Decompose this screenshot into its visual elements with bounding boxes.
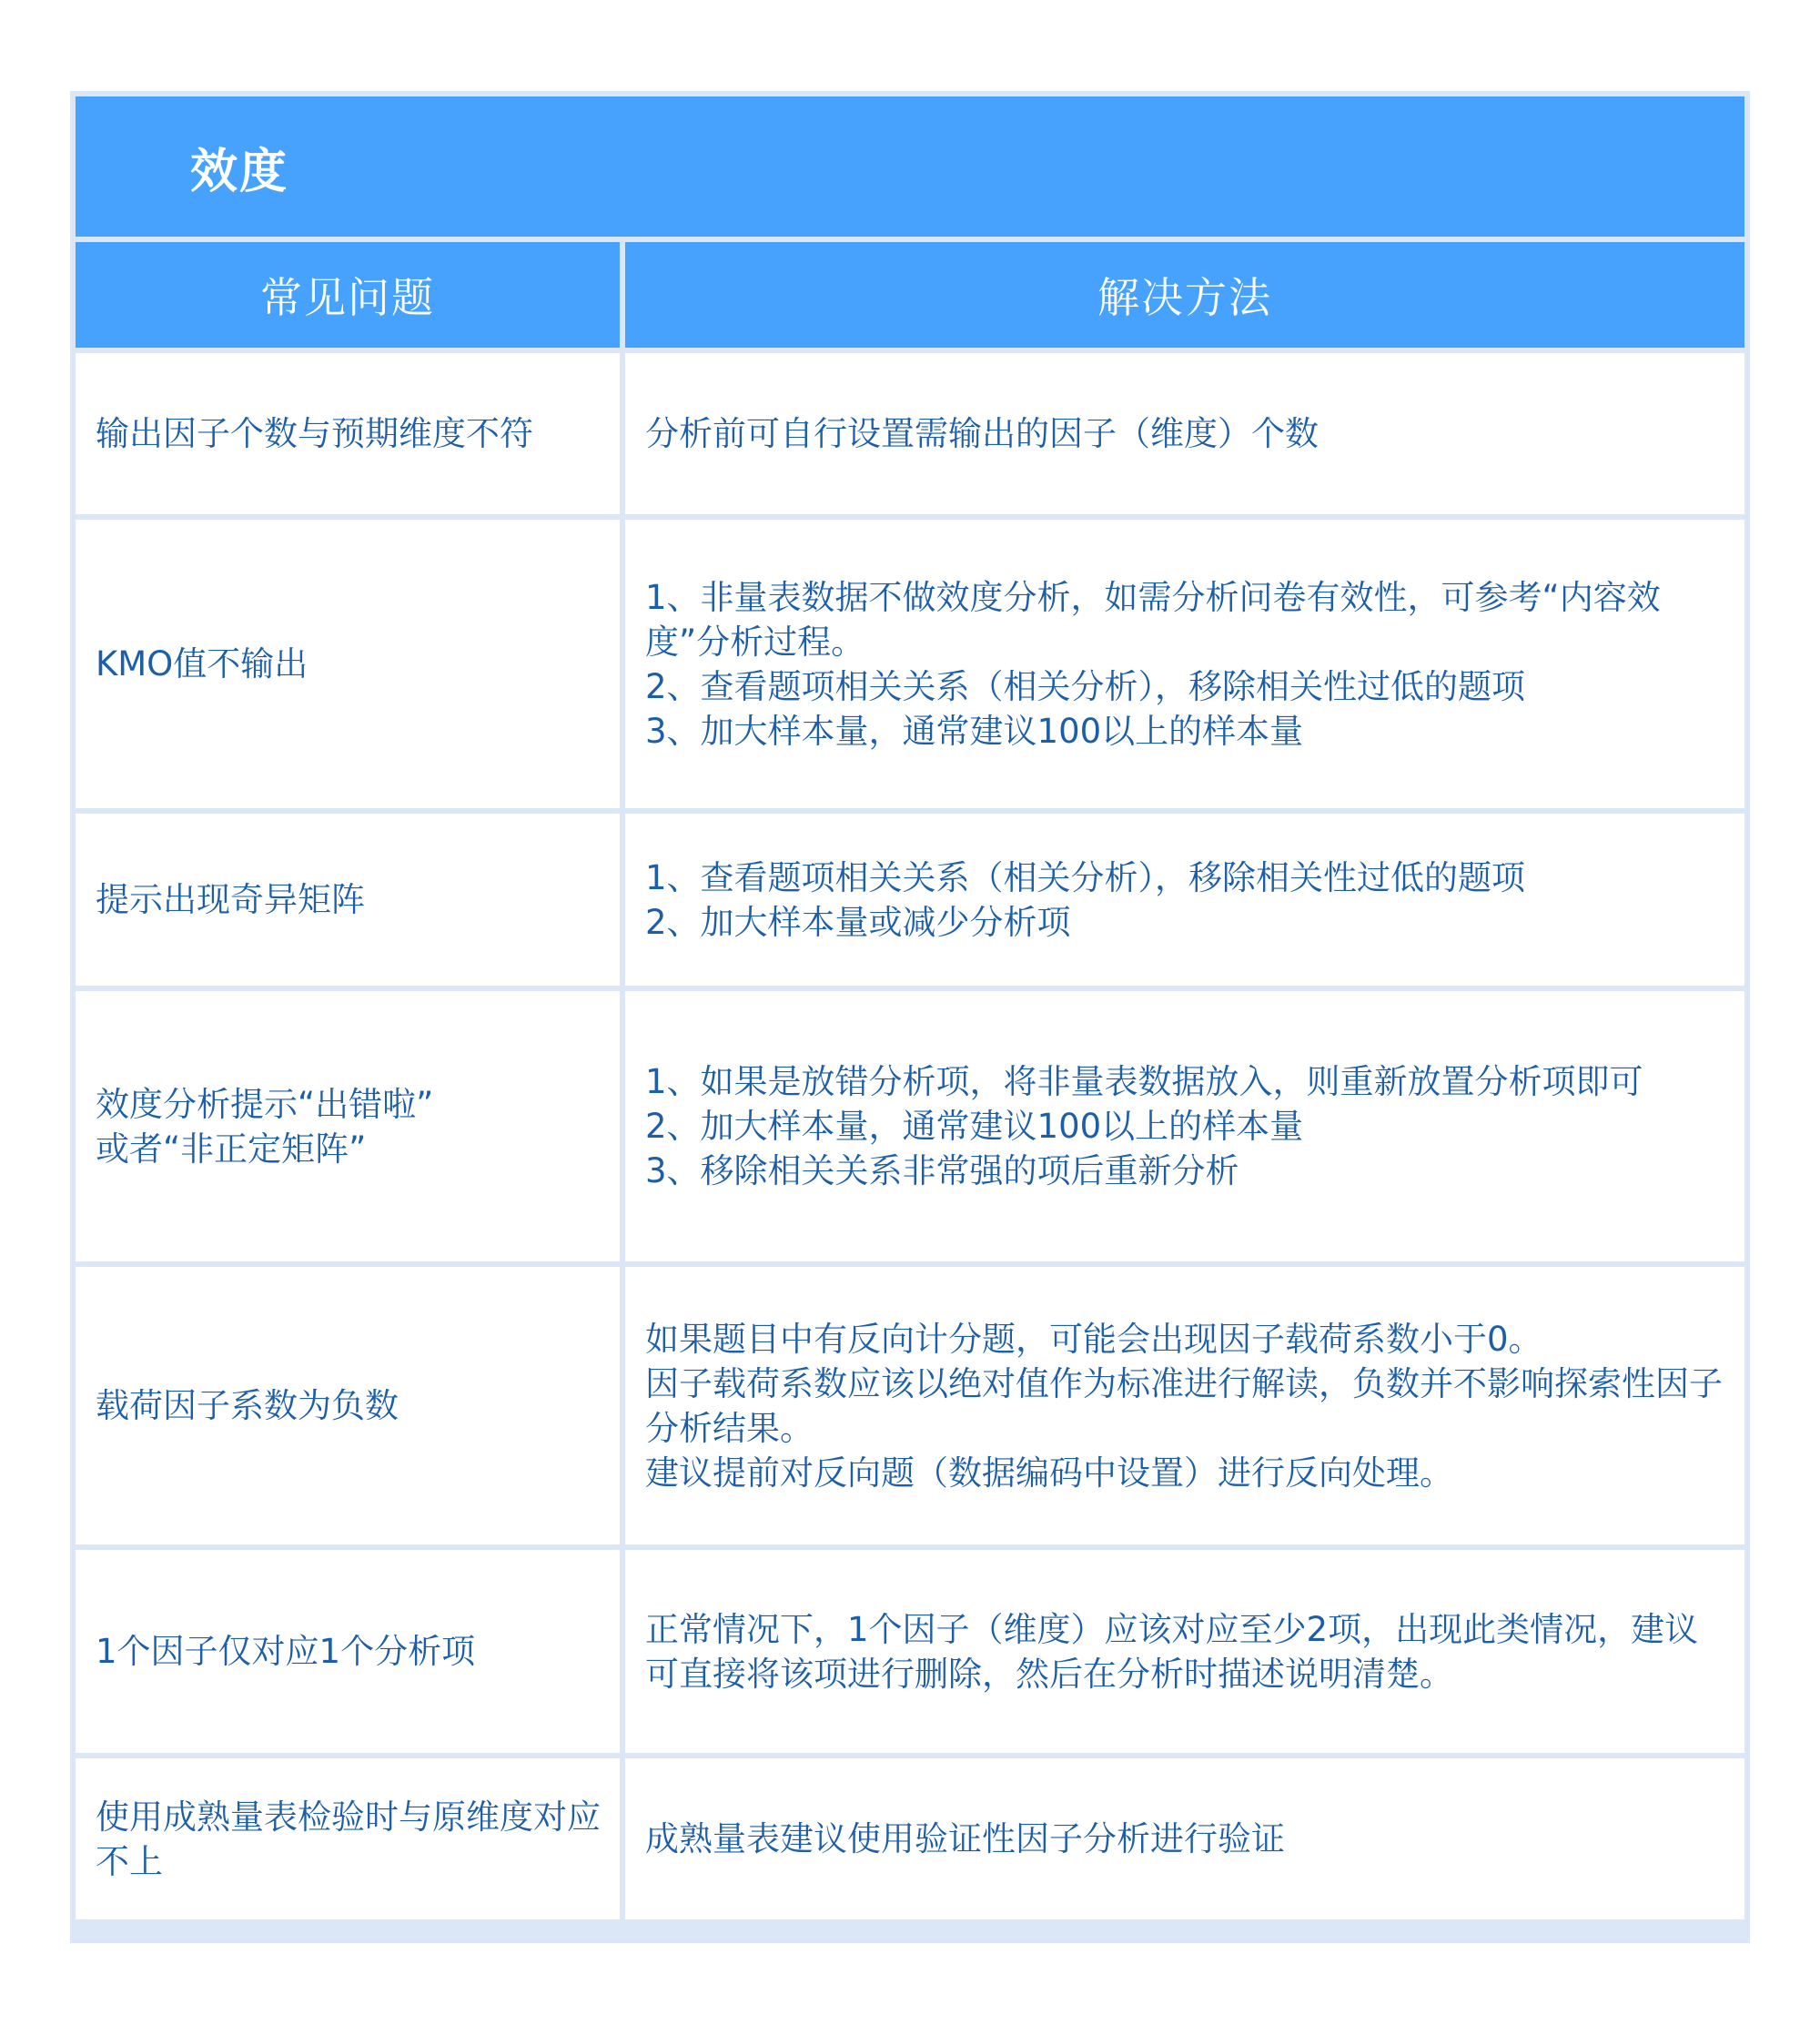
solution-cell	[625, 520, 1744, 808]
solution-cell	[625, 1267, 1744, 1544]
question-text: 或者“非正定矩阵”	[96, 1129, 367, 1169]
header-solution-label: 解决方法	[1097, 273, 1272, 322]
question-cell	[76, 1758, 620, 1919]
solution-text: 1、如果是放错分析项，将非量表数据放入，则重新放置分析项即可	[645, 1062, 1643, 1101]
question-text: 载荷因子系数为负数	[96, 1386, 399, 1425]
question-text: 效度分析提示“出错啦”	[96, 1084, 434, 1124]
question-text: KMO值不输出	[96, 644, 308, 683]
solution-cell	[625, 353, 1744, 514]
question-cell	[76, 1550, 620, 1753]
solution-text: 1、非量表数据不做效度分析，如需分析问卷有效性，可参考“内容效度”分析过程。	[645, 577, 1661, 662]
question-cell	[76, 991, 620, 1261]
solution-text: 2、加大样本量，通常建议100以上的样本量	[645, 1107, 1304, 1146]
table-title: 效度	[190, 144, 289, 199]
solution-text: 正常情况下，1个因子（维度）应该对应至少2项，出现此类情况，建议可直接将该项进行删除，然后在分析时描述说明清楚。	[645, 1609, 1699, 1694]
table-title-bar	[76, 96, 1744, 237]
question-cell	[76, 814, 620, 986]
question-cell	[76, 353, 620, 514]
solution-cell	[625, 1550, 1744, 1753]
solution-text: 成熟量表建议使用验证性因子分析进行验证	[645, 1819, 1285, 1858]
solution-text: 因子载荷系数应该以绝对值作为标准进行解读，负数并不影响探索性因子分析结果。	[645, 1363, 1723, 1448]
solution-text: 建议提前对反向题（数据编码中设置）进行反向处理。	[645, 1453, 1453, 1493]
header-solution	[625, 242, 1744, 348]
question-text: 使用成熟量表检验时与原维度对应不上	[96, 1797, 601, 1881]
question-text: 1个因子仅对应1个分析项	[96, 1632, 476, 1671]
solution-text: 3、加大样本量，通常建议100以上的样本量	[645, 711, 1304, 751]
header-question-label: 常见问题	[260, 273, 435, 322]
solution-text: 2、加大样本量或减少分析项	[645, 902, 1071, 942]
solution-text: 1、查看题项相关关系（相关分析），移除相关性过低的题项	[645, 857, 1526, 897]
question-text: 输出因子个数与预期维度不符	[96, 414, 533, 453]
solution-cell	[625, 814, 1744, 986]
solution-cell	[625, 1758, 1744, 1919]
question-text: 提示出现奇异矩阵	[96, 880, 365, 919]
solution-cell	[625, 991, 1744, 1261]
solution-text: 如果题目中有反向计分题，可能会出现因子载荷系数小于0。	[645, 1319, 1542, 1359]
header-question	[76, 242, 620, 348]
question-cell	[76, 1267, 620, 1544]
solution-text: 3、移除相关关系非常强的项后重新分析	[645, 1151, 1239, 1190]
validity-table	[70, 91, 1750, 1943]
solution-text: 2、查看题项相关关系（相关分析），移除相关性过低的题项	[645, 666, 1526, 706]
solution-text: 分析前可自行设置需输出的因子（维度）个数	[645, 414, 1319, 453]
question-cell	[76, 520, 620, 808]
